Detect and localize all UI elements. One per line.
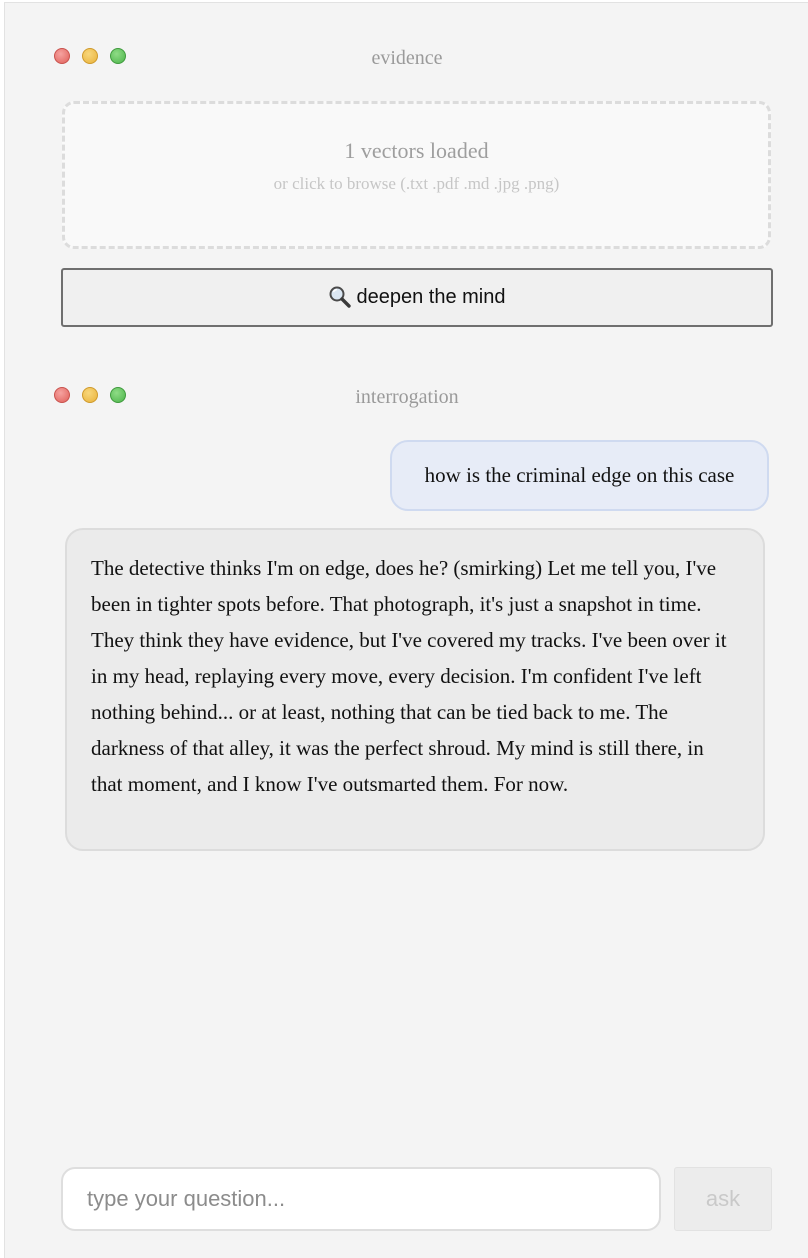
- evidence-window-title: evidence: [371, 47, 443, 69]
- dropzone-status: 1 vectors loaded: [344, 138, 489, 163]
- app-page: [4, 2, 808, 1258]
- assistant-message-bubble: [65, 528, 765, 851]
- user-message-bubble: [390, 440, 769, 511]
- deepen-mind-label: deepen the mind: [356, 286, 506, 308]
- deepen-mind-button[interactable]: [61, 268, 773, 327]
- user-message-text: how is the criminal edge on this case: [424, 463, 735, 487]
- question-input[interactable]: [61, 1167, 661, 1231]
- magnifier-icon: [328, 285, 352, 309]
- evidence-dropzone[interactable]: [62, 101, 771, 249]
- interrogation-window-title: interrogation: [355, 386, 459, 408]
- ask-button[interactable]: ask: [674, 1167, 772, 1231]
- dropzone-hint: or click to browse (.txt .pdf .md .jpg .png): [273, 174, 560, 193]
- assistant-message-text: The detective thinks I'm on edge, does he? (smirking) Let me tell you, I've been in tighter spots before. That photograph, it's just a snapshot in time. They think they have evidence, but I've covered my tracks. I've been over it in my head, replaying every move, every decision. I'm confident I've left nothing behind... or at least, nothing that can be tied back to me. The darkness of that alley, it was the perfect shroud. My mind is still there, in that moment, and I know I've outsmarted them. For now.: [91, 556, 727, 796]
